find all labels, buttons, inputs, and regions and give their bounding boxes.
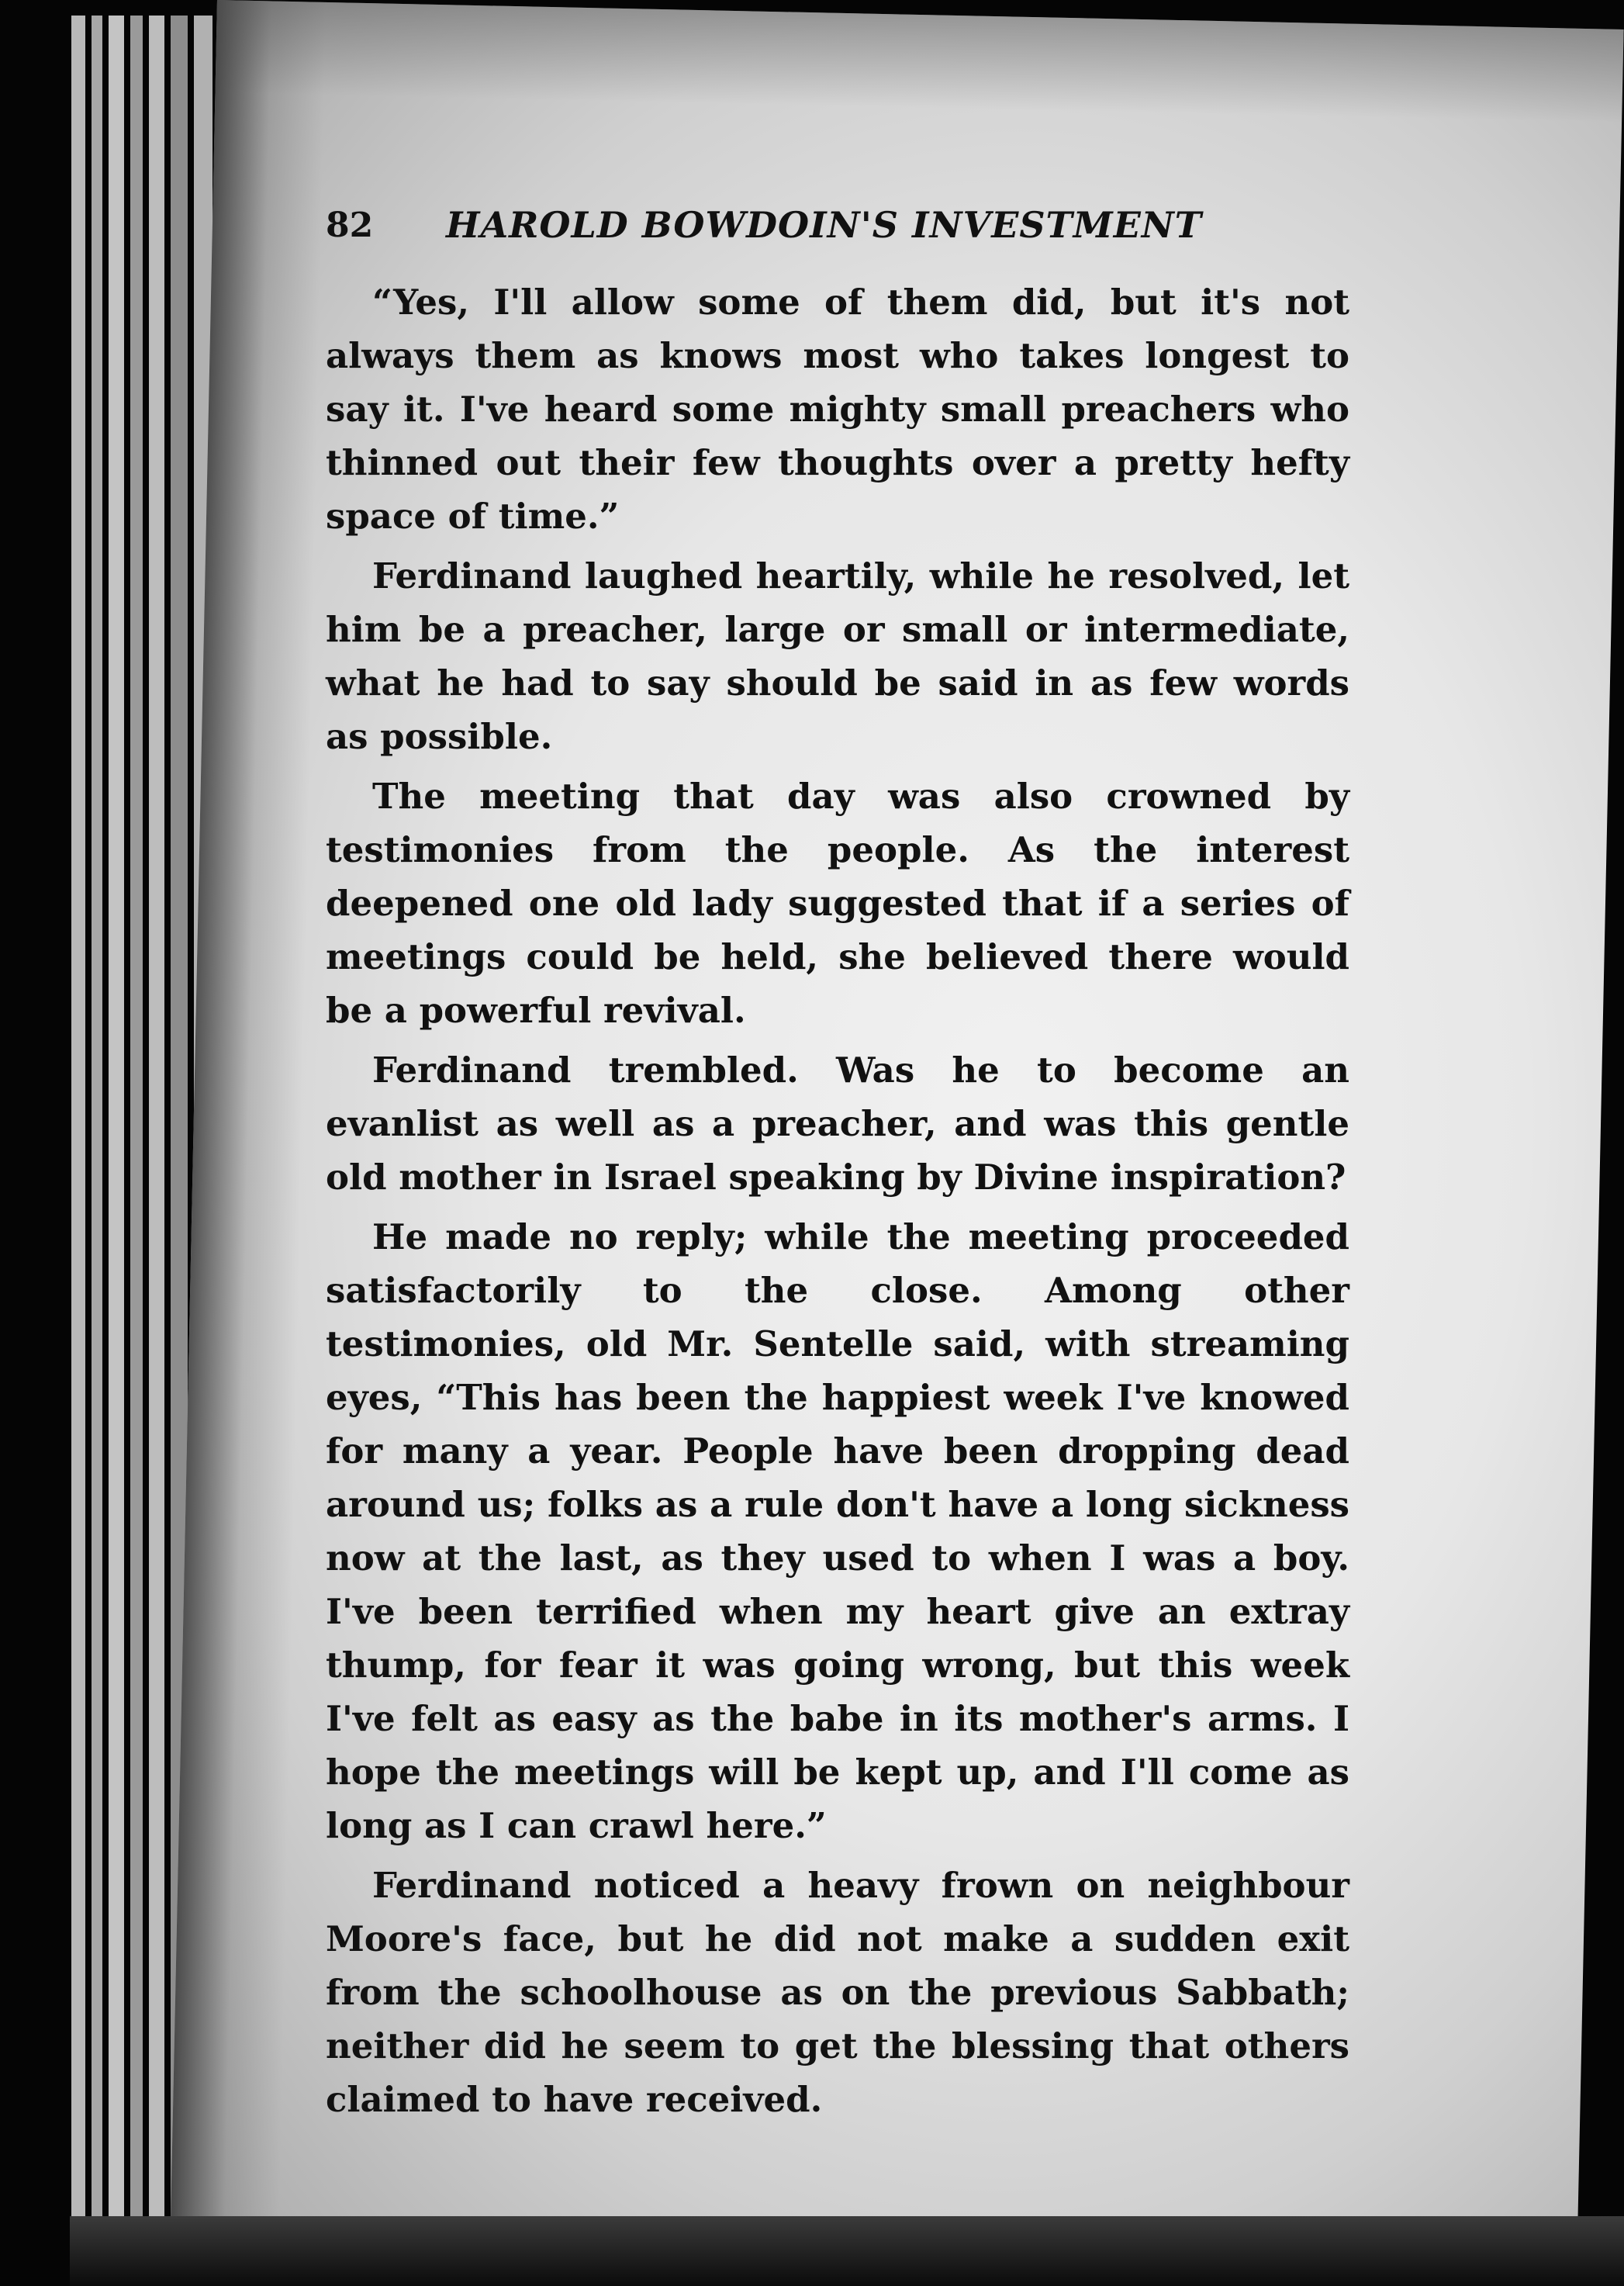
page-number: 82 xyxy=(326,206,374,245)
paragraph: Ferdinand trembled. Was he to become an evanlist as well as a preacher, and was this gentle old mother in Israel speaking by Divine inspiration? xyxy=(326,1050,1349,1198)
page-edge xyxy=(130,16,143,2255)
paragraph: Ferdinand laughed heartily, while he resolved, let him be a preacher, large or small or intermediate, what he had to say should be said in as few words as possible. xyxy=(326,555,1349,757)
paragraph: Ferdinand noticed a heavy frown on neighbour Moore's face, but he did not make a sudden exit from the schoolhouse as on the previous Sabbath; neither did he seem to get the blessing that others claimed to have received. xyxy=(326,1865,1349,2120)
page-edge xyxy=(71,16,85,2255)
book-bottom-edge xyxy=(70,2216,1624,2286)
page-edge xyxy=(109,16,124,2255)
paragraph: The meeting that day was also crowned by testimonies from the people. As the interest deepened one old lady suggested that if a series of meetings could be held, she believed there would be a powerful revival. xyxy=(326,776,1349,1031)
paragraph: He made no reply; while the meeting proceeded satisfactorily to the close. Among other testimonies, old Mr. Sentelle said, with streaming eyes, “This has been the happiest week I've knowed for many a year. People have been dropping dead around us; folks as a rule don't have a long sickness now at the last, as they used to when I was a boy. I've been terrified when my heart give an extray thump, for fear it was going wrong, but this week I've felt as easy as the babe in its mother's arms. I hope the meetings will be kept up, and I'll come as long as I can crawl here.” xyxy=(326,1216,1349,1846)
page-edge xyxy=(149,16,164,2255)
paragraph: “Yes, I'll allow some of them did, but it's not always them as knows most who takes longest to say it. I've heard some mighty small preachers who thinned out their few thoughts over a pretty hefty space of time.” xyxy=(326,282,1349,537)
running-title: HAROLD BOWDOIN'S INVESTMENT xyxy=(446,204,1203,246)
body-text xyxy=(326,275,1349,2132)
page-edge xyxy=(92,16,102,2255)
